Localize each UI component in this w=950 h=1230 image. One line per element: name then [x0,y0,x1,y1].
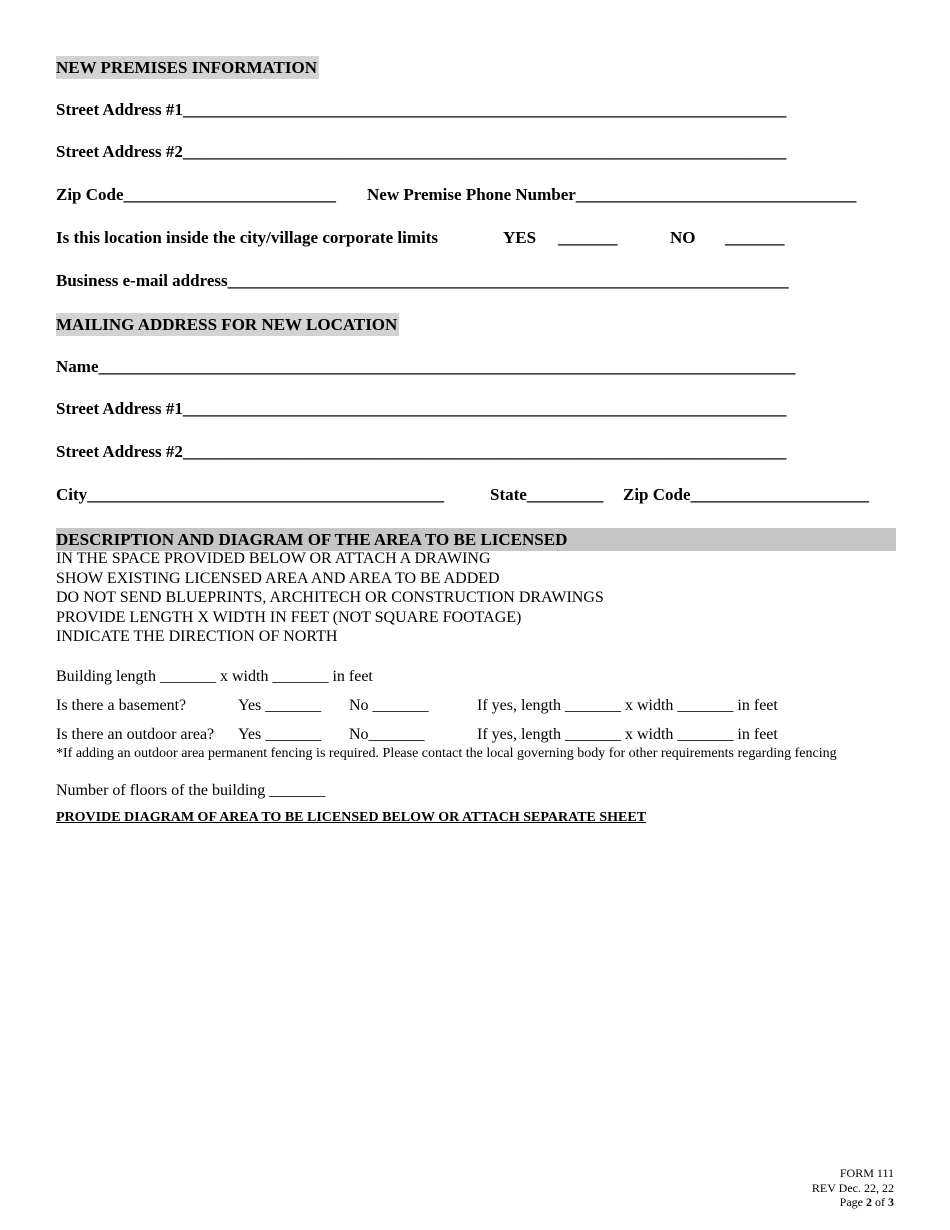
corporate-limits-question: Is this location inside the city/village corporate limits [56,228,438,247]
basement-dimensions-field[interactable]: If yes, length _______ x width _______ in feet [477,697,778,714]
corporate-limits-yes-field[interactable]: _______ [558,228,618,247]
form-footer [812,1166,894,1210]
instruction-line: SHOW EXISTING LICENSED AREA AND AREA TO BE ADDED [56,569,500,587]
instruction-line: DO NOT SEND BLUEPRINTS, ARCHITECH OR CONSTRUCTION DRAWINGS [56,589,604,606]
fencing-note: *If adding an outdoor area permanent fencing is required. Please contact the local governing body for other requirements regarding fencing [56,746,837,761]
basement-question: Is there a basement? [56,697,187,714]
basement-no-field[interactable]: No _______ [349,697,429,714]
basement-yes-field[interactable]: Yes _______ [238,697,322,714]
outdoor-question: Is there an outdoor area? [56,726,215,743]
corporate-limits-yes-label: YES [503,228,537,247]
mailing-address-heading: MAILING ADDRESS FOR NEW LOCATION [56,315,398,334]
business-email-field[interactable]: Business e-mail address__________________________________________________________________ [56,271,789,290]
mailing-city-field[interactable]: City__________________________________________ [56,485,445,504]
premises-street1-field[interactable]: Street Address #1_______________________________________________________________________ [56,100,787,119]
diagram-heading: PROVIDE DIAGRAM OF AREA TO BE LICENSED BELOW OR ATTACH SEPARATE SHEET [56,810,647,825]
premises-street2-field[interactable]: Street Address #2_______________________________________________________________________ [56,142,787,161]
corporate-limits-no-label: NO [670,228,696,247]
new-premises-heading: NEW PREMISES INFORMATION [56,58,318,77]
mailing-street2-field[interactable]: Street Address #2_______________________________________________________________________ [56,442,787,461]
outdoor-yes-field[interactable]: Yes _______ [238,726,322,743]
mailing-name-field[interactable]: Name__________________________________________________________________________________ [56,357,796,376]
outdoor-no-field[interactable]: No_______ [349,726,425,743]
form-revision: REV Dec. 22, 22 [811,1180,894,1195]
page-number: Page 2 of 3 [839,1195,894,1209]
mailing-state-field[interactable]: State_________ [490,485,604,504]
outdoor-dimensions-field[interactable]: If yes, length _______ x width _______ in feet [477,726,778,743]
premises-phone-field[interactable]: New Premise Phone Number_________________________________ [367,185,857,204]
instruction-line: IN THE SPACE PROVIDED BELOW OR ATTACH A DRAWING [56,550,491,567]
description-heading: DESCRIPTION AND DIAGRAM OF THE AREA TO BE LICENSED [56,528,896,551]
premises-zip-field[interactable]: Zip Code_________________________ [56,185,337,204]
diagram-drawing-area[interactable] [56,840,894,1160]
instruction-line: INDICATE THE DIRECTION OF NORTH [56,628,338,645]
instruction-line: PROVIDE LENGTH X WIDTH IN FEET (NOT SQUARE FOOTAGE) [56,608,522,626]
building-dimensions-field[interactable]: Building length _______ x width _______ in feet [56,668,373,685]
corporate-limits-no-field[interactable]: _______ [725,228,785,247]
mailing-street1-field[interactable]: Street Address #1_______________________________________________________________________ [56,399,787,418]
mailing-zip-field[interactable]: Zip Code_____________________ [623,485,870,504]
form-number: FORM 111 [839,1166,894,1180]
floors-count-field[interactable]: Number of floors of the building _______ [56,782,326,799]
